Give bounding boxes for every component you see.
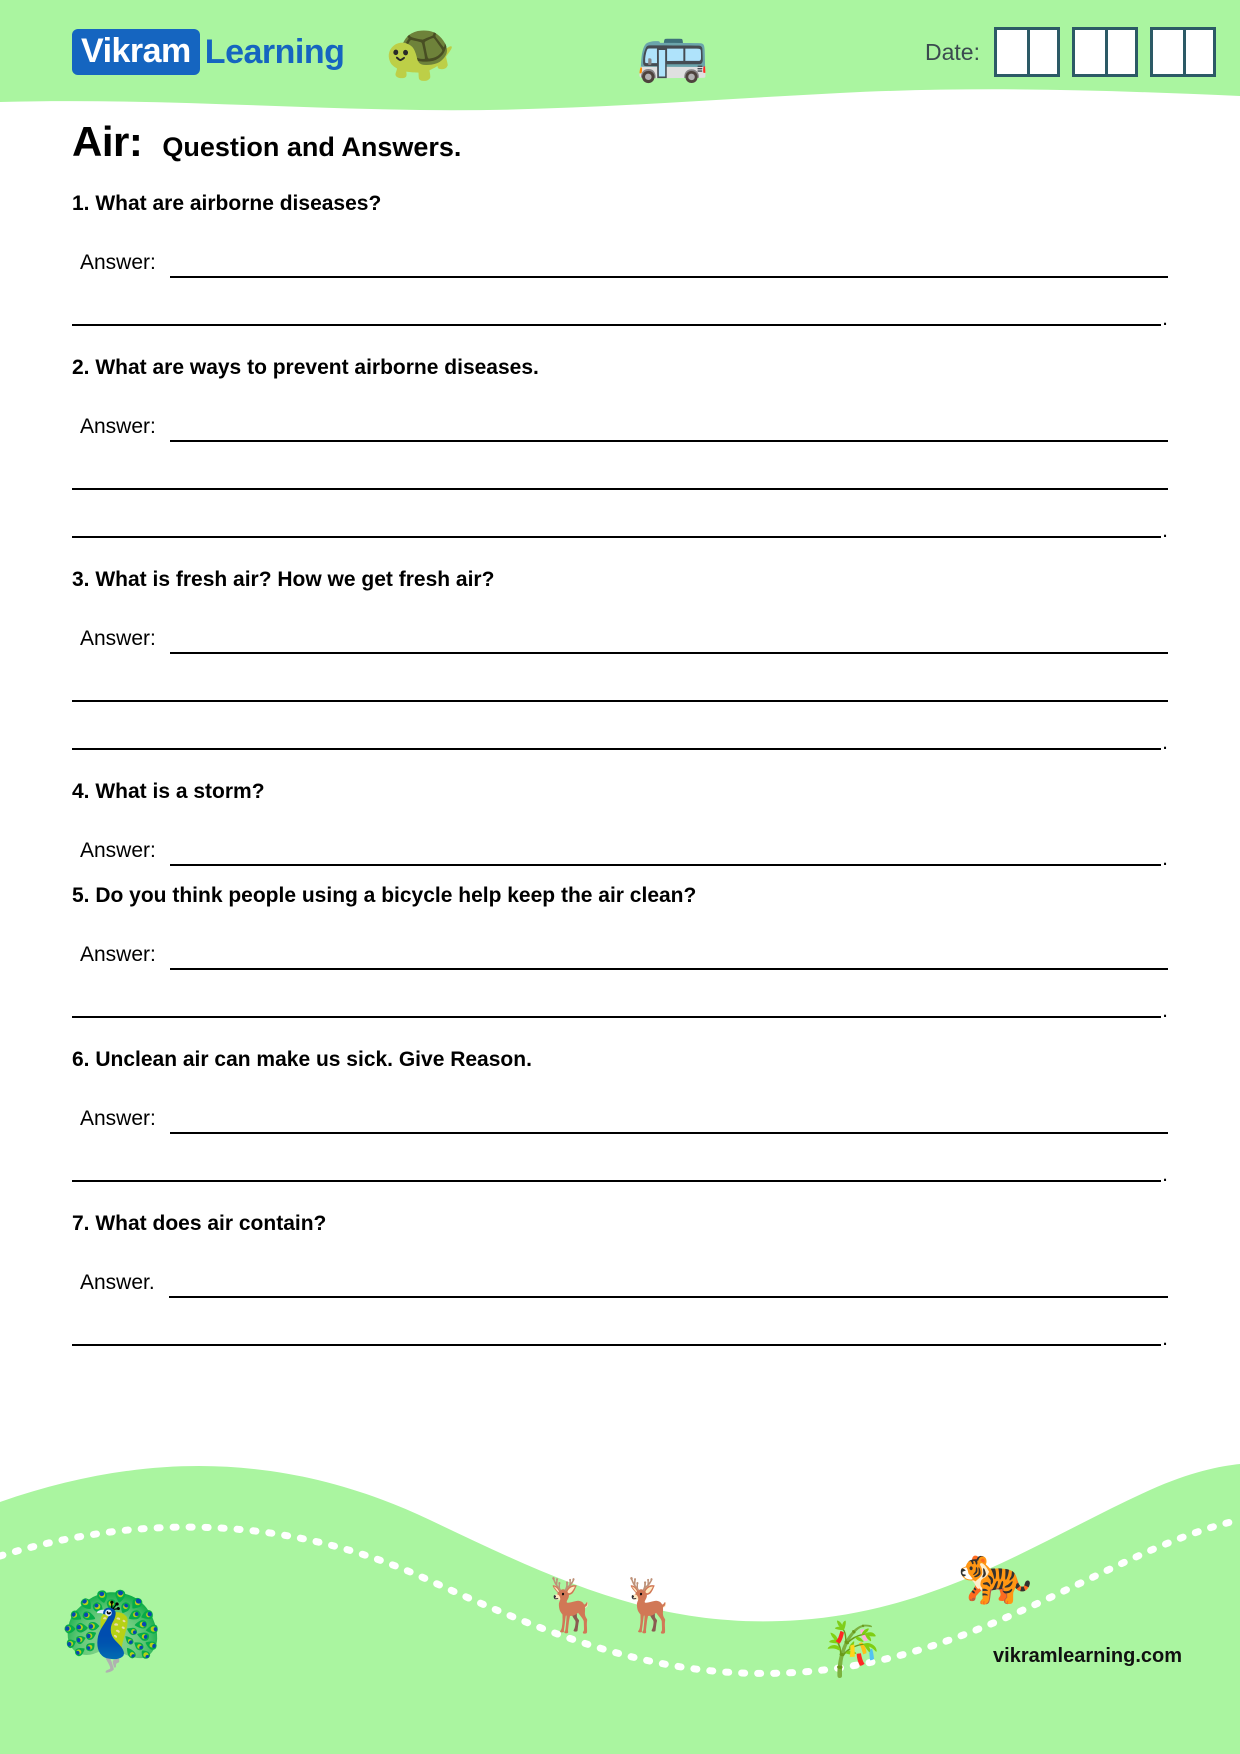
date-field	[925, 27, 1216, 77]
answer-label-2: Answer:	[80, 415, 156, 438]
answer-row-3-line-3[interactable]	[72, 702, 1168, 755]
answer-row-1-line-2[interactable]	[72, 278, 1168, 331]
answer-label-3: Answer:	[80, 627, 156, 650]
answer-writing-line[interactable]	[169, 1296, 1168, 1298]
question-block-1	[72, 192, 1168, 331]
answer-writing-line[interactable]	[72, 1344, 1161, 1346]
question-text-7: 7. What does air contain?	[72, 1212, 327, 1235]
date-cell[interactable]	[997, 30, 1027, 74]
answer-label-1: Answer:	[80, 251, 156, 274]
answer-label-6: Answer:	[80, 1107, 156, 1130]
peacock-icon: 🦚	[58, 1581, 166, 1677]
spacer	[72, 540, 1168, 568]
line-end-period: .	[1162, 307, 1168, 331]
date-box-groups	[994, 27, 1216, 77]
answer-row-2-line-3[interactable]	[72, 490, 1168, 543]
date-label: Date:	[925, 38, 980, 65]
date-box-group-year[interactable]	[1150, 27, 1216, 77]
turtle-icon: 🐢	[384, 19, 457, 84]
question-text-4: 4. What is a storm?	[72, 780, 265, 803]
answer-writing-line[interactable]	[170, 1132, 1168, 1134]
line-end-period: .	[1162, 519, 1168, 543]
answer-row-3-line-1[interactable]	[72, 610, 1168, 654]
question-block-2	[72, 356, 1168, 543]
site-url-label[interactable]: vikramlearning.com	[993, 1645, 1182, 1667]
answer-writing-line[interactable]	[170, 968, 1168, 970]
answer-writing-line[interactable]	[170, 864, 1161, 866]
question-block-7	[72, 1212, 1168, 1351]
date-box-group-month[interactable]	[1072, 27, 1138, 77]
question-text-5: 5. Do you think people using a bicycle help keep the air clean?	[72, 884, 697, 907]
date-cell[interactable]	[1183, 30, 1213, 74]
answer-writing-line[interactable]	[72, 324, 1161, 326]
worksheet-body	[0, 118, 1240, 1351]
logo-badge-text: Vikram	[72, 29, 200, 75]
answer-row-5-line-1[interactable]	[72, 926, 1168, 970]
brand-logo[interactable]	[72, 29, 344, 75]
spacer	[72, 752, 1168, 780]
answer-row-2-line-2[interactable]	[72, 442, 1168, 490]
answer-label-5: Answer:	[80, 943, 156, 966]
question-text-6: 6. Unclean air can make us sick. Give Reason.	[72, 1048, 532, 1071]
answer-row-3-line-2[interactable]	[72, 654, 1168, 702]
question-block-3	[72, 568, 1168, 755]
answer-label-4: Answer:	[80, 839, 156, 862]
date-cell[interactable]	[1027, 30, 1057, 74]
deer-icon: 🦌	[618, 1577, 683, 1635]
answer-writing-line[interactable]	[170, 276, 1168, 278]
school-bus-icon: 🚌	[636, 19, 709, 84]
spacer	[72, 328, 1168, 356]
answer-label-7: Answer.	[80, 1271, 155, 1294]
answer-row-5-line-2[interactable]	[72, 970, 1168, 1023]
question-text-3: 3. What is fresh air? How we get fresh air?	[72, 568, 495, 591]
answer-row-7-line-2[interactable]	[72, 1298, 1168, 1351]
footer-band	[0, 1424, 1240, 1754]
header-content	[0, 0, 1240, 104]
line-end-period: .	[1162, 999, 1168, 1023]
answer-row-6-line-2[interactable]	[72, 1134, 1168, 1187]
answer-writing-line[interactable]	[72, 488, 1168, 490]
spacer	[72, 868, 1168, 884]
deer-icon: 🦌	[540, 1577, 605, 1635]
answer-writing-line[interactable]	[72, 700, 1168, 702]
answer-row-4-line-1[interactable]	[72, 822, 1168, 871]
answer-row-6-line-1[interactable]	[72, 1090, 1168, 1134]
date-box-group-day[interactable]	[994, 27, 1060, 77]
answer-writing-line[interactable]	[72, 1180, 1161, 1182]
spacer	[72, 1184, 1168, 1212]
question-block-4	[72, 780, 1168, 871]
answer-writing-line[interactable]	[170, 652, 1168, 654]
page-title-subtitle: Question and Answers.	[162, 132, 462, 162]
line-end-period: .	[1162, 847, 1168, 871]
line-end-period: .	[1162, 731, 1168, 755]
date-cell[interactable]	[1153, 30, 1183, 74]
date-cell[interactable]	[1105, 30, 1135, 74]
answer-row-2-line-1[interactable]	[72, 398, 1168, 442]
page-title	[72, 118, 1168, 166]
answer-writing-line[interactable]	[72, 748, 1161, 750]
spacer	[72, 1020, 1168, 1048]
line-end-period: .	[1162, 1327, 1168, 1351]
question-text-2: 2. What are ways to prevent airborne diseases.	[72, 356, 539, 379]
page-title-topic: Air:	[72, 118, 143, 165]
logo-word-text: Learning	[204, 33, 345, 71]
date-cell[interactable]	[1075, 30, 1105, 74]
tiger-icon: 🐅	[958, 1540, 1033, 1607]
answer-writing-line[interactable]	[72, 1016, 1161, 1018]
question-block-5	[72, 884, 1168, 1023]
answer-row-1-line-1[interactable]	[72, 234, 1168, 278]
answer-writing-line[interactable]	[170, 440, 1168, 442]
line-end-period: .	[1162, 1163, 1168, 1187]
bamboo-icon: 🎋	[820, 1621, 885, 1679]
answer-row-7-line-1[interactable]	[72, 1254, 1168, 1298]
answer-writing-line[interactable]	[72, 536, 1161, 538]
question-text-1: 1. What are airborne diseases?	[72, 192, 382, 215]
question-block-6	[72, 1048, 1168, 1187]
